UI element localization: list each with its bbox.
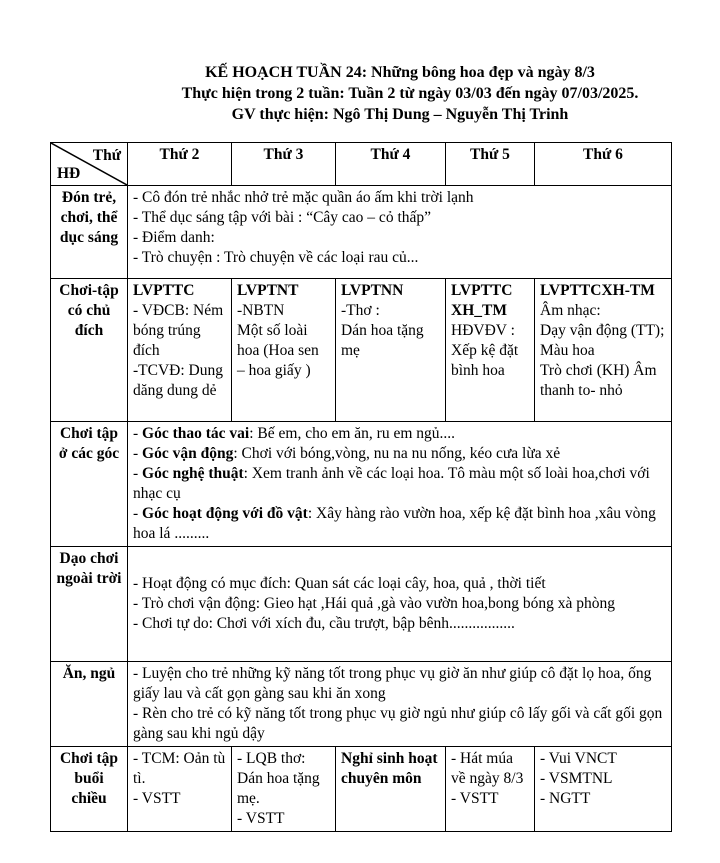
content-line: - VĐCB: Ném bóng trúng đích [133,302,224,359]
row-label: Chơi tập buổi chiều [51,747,128,832]
afternoon-cell-thu-3 [232,747,336,832]
row-ngoai-troi [51,547,672,662]
day-header: Thứ 4 [336,143,446,186]
day-header: Thứ 3 [232,143,336,186]
content-line: - TCM: Oản tù tì. [133,750,226,787]
corner-name: Góc hoạt động với đồ vật [142,505,308,522]
content-line: - Thể dục sáng tập với bài : “Cây cao – cỏ thấp” [133,209,432,226]
row-label: Chơi-tập có chủ đích [51,279,128,422]
content-line: - VSTT [133,790,181,807]
activity-title: LVPTTC [133,282,195,299]
content-line: Âm nhạc: [540,302,601,319]
content-line: -Thơ : [341,302,380,319]
plan-teachers: GV thực hiện: Ngô Thị Dung – Nguyễn Thị Trinh [231,106,569,123]
day-header: Thứ 5 [446,143,535,186]
row-don-tre [51,186,672,279]
afternoon-cell-thu-6 [535,747,672,832]
content-line: - LQB thơ: Dán hoa tặng mẹ. [237,750,320,807]
content-line: - Trò chơi vận động: Gieo hạt ,Hái quả ,gà vào vườn hoa,bong bóng xà phòng [133,595,615,612]
plan-title: KẾ HOẠCH TUẦN 24: Những bông hoa đẹp và ngày 8/3 [205,64,595,81]
activity-title: LVPTNN [341,282,404,299]
item-prefix: - [133,465,143,482]
corner-text: : Bế em, cho em ăn, ru em ngủ.... [249,425,456,442]
content-line: - Vui VNCT [540,750,617,767]
corner-text: : Xây hàng rào vườn hoa, xếp kệ đặt bình hoa ,xâu vòng hoa lá ......... [133,505,656,542]
plan-period: Thực hiện trong 2 tuần: Tuần 2 từ ngày 03/03 đến ngày 07/03/2025. [181,85,639,102]
header-row [51,143,672,186]
activity-title: LVPTNT [237,282,299,299]
row-label: Dạo chơi ngoài trời [51,547,128,662]
corner-name: Góc thao tác vai [142,425,250,442]
activity-title: LVPTTCXH-TM [540,282,655,299]
row-goc [51,422,672,547]
activity-cell-thu-2 [128,279,232,422]
corner-activity-item [133,464,666,504]
an-ngu-content [128,662,672,747]
afternoon-cell-thu-5 [446,747,535,832]
row-choi-tap [51,279,672,422]
corner-text: : Chơi với bóng,vòng, nu na nu nống, kéo cưa lừa xẻ [233,445,561,462]
day-header: Thứ 2 [128,143,232,186]
don-tre-content [128,186,672,279]
content-line: - Chơi tự do: Chơi với xích đu, cầu trượt, bập bênh................. [133,615,515,632]
content-line: - Hoạt động có mục đích: Quan sát các loại cây, hoa, quả , thời tiết [133,575,546,592]
corner-activity-item [133,424,666,444]
row-label: Đón trẻ, chơi, thể dục sáng [51,186,128,279]
activity-title: LVPTTC XH_TM [451,282,513,319]
content-line: - VSMTNL [540,770,613,787]
content-line: HĐVĐV : [451,322,515,339]
content-line: Dán hoa tặng mẹ [341,322,424,359]
corner-cell [51,143,128,186]
content-line: - Luyện cho trẻ những kỹ năng tốt trong phục vụ giờ ăn như giúp cô đặt lọ hoa, ống giấy lau và cất gọn gàng sau khi ăn xong [133,665,652,702]
content-line: Xếp kệ đặt bình hoa [451,342,519,379]
content-line: - Trò chuyện : Trò chuyện về các loại rau củ... [133,249,419,266]
item-prefix: - [133,445,143,462]
content-line: Một số loài hoa (Hoa sen – hoa giấy ) [237,322,319,379]
content-line: - Hát múa về ngày 8/3 [451,750,524,787]
content-line: - NGTT [540,790,591,807]
corner-name: Góc nghệ thuật [142,465,244,482]
content-line: - VSTT [237,810,285,827]
weekly-plan-table [50,142,672,832]
corner-text: : Xem tranh ảnh về các loại hoa. Tô màu một số loài hoa,chơi với nhạc cụ [133,465,650,502]
corner-name: Góc vận động [142,445,234,462]
content-line: Nghỉ sinh hoạt chuyên môn [341,750,438,787]
corner-activity-item [133,444,666,464]
content-line: -TCVĐ: Dung dăng dung dẻ [133,362,223,399]
corner-day-label: Thứ [92,147,121,164]
item-prefix: - [133,505,143,522]
content-line: - Điểm danh: [133,229,215,246]
page-header [0,62,720,125]
corner-activity-item [133,504,666,544]
content-line: Trò chơi (KH) Âm thanh to- nhỏ [540,362,657,399]
afternoon-cell-thu-2 [128,747,232,832]
activity-cell-thu-4 [336,279,446,422]
row-label: Ăn, ngủ [51,662,128,747]
afternoon-cell-thu-4 [336,747,446,832]
day-header: Thứ 6 [535,143,672,186]
content-line: - Rèn cho trẻ có kỹ năng tốt trong phục vụ giờ ngủ như giúp cô lấy gối và cất gối gọn gàng sau khi ngủ dậy [133,705,663,742]
activity-cell-thu-5 [446,279,535,422]
row-chieu [51,747,672,832]
row-an-ngu [51,662,672,747]
goc-content [128,422,672,547]
corner-activity-label: HĐ [57,165,81,182]
content-line: - Cô đón trẻ nhắc nhở trẻ mặc quần áo ấm khi trời lạnh [133,189,474,206]
activity-cell-thu-3 [232,279,336,422]
item-prefix: - [133,425,143,442]
row-label: Chơi tập ở các góc [51,422,128,547]
content-line: -NBTN [237,302,285,319]
activity-cell-thu-6 [535,279,672,422]
content-line: Dạy vận động (TT); Màu hoa [540,322,665,359]
ngoai-troi-content [128,547,672,662]
content-line: - VSTT [451,790,499,807]
